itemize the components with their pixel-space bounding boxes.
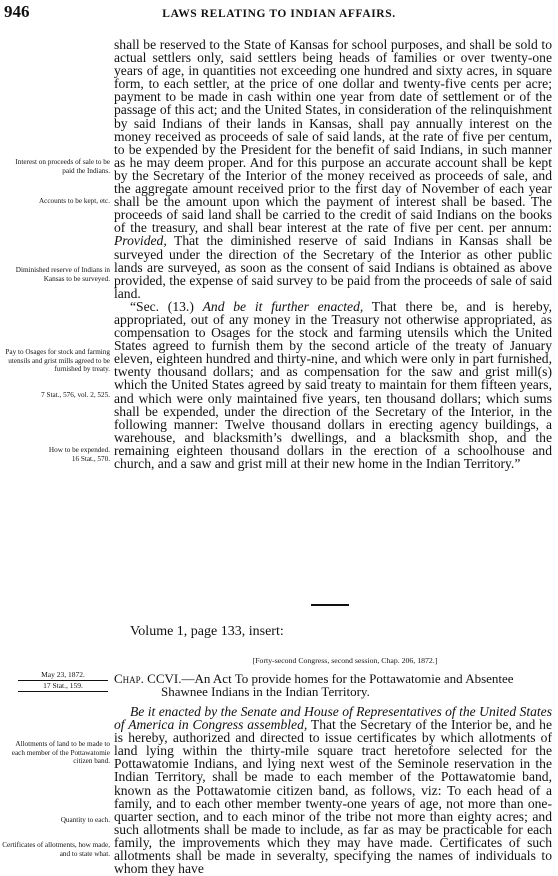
section-number: “Sec. (13.)	[130, 298, 194, 314]
chapter-title-line-2: Shawnee Indians in the Indian Territory.	[161, 684, 370, 699]
margin-note-interest: Interest on proceeds of sale to be paid the Indians.	[15, 158, 110, 175]
margin-date: May 23, 1872.	[18, 670, 108, 681]
page-header	[0, 0, 558, 30]
margin-note-expended: How to be expended.	[48, 446, 110, 454]
section-divider	[311, 604, 349, 606]
margin-date-ref: 17 Stat., 159.	[18, 681, 108, 692]
margin-note-osages-ref: 7 Stat., 576, vol. 2, 525.	[41, 391, 110, 399]
margin-note-accounts: Accounts to be kept, etc.	[38, 197, 110, 205]
enacting-clause: Be it enacted by the Senate and House of Representatives of the United States of America in Congress assembled,	[114, 704, 552, 733]
running-title: LAWS RELATING TO INDIAN AFFAIRS.	[162, 8, 396, 20]
chapter-heading	[114, 672, 552, 698]
paragraph-1-tail: That the diminished reserve of said Indians in Kansas shall be surveyed under the direction of the Secretary of the Interior as other public lands are surveyed, as soon as the consent of said Indians is obtained as above provided, the expense of said survey to be paid from the proceeds of sale of said land.	[114, 233, 552, 301]
date-block	[8, 670, 108, 692]
volume-line: Volume 1, page 133, insert:	[130, 624, 284, 639]
chapter-body	[114, 705, 552, 875]
main-text-block	[114, 38, 552, 470]
margin-note-certificates: Certificates of allotments, how made, and to state what.	[2, 841, 110, 858]
chapter-text: That the Secretary of the Interior be, and he is hereby, authorized and directed to issue certificates by which allotments of land lying within the thirty-mile square tract heretofore selected for the Pottawatomie Indians, and lying next west of the Seminole reservation in the Indian Territory, shall be made to each member of the Pottawatomie band, known as the Pottawatomie citizen band, as follows, viz: To each head of a family, and to each other member twenty-one years of age, not more than one-quarter section, and to each minor of the tribe not more than eighty acres; and such allotments shall be made to include, as far as may be practicable for each family, the improvements which they may have made. Certificates of such allotments shall be made in severalty, specifying the names of individuals to whom they have	[114, 717, 553, 876]
margin-note-osages: Pay to Osages for stock and farming utensils and grist mills agreed to be furnished by treaty.	[5, 348, 110, 373]
margin-note-allotments: Allotments of land to be made to each member of the Pottawatomie citizen band.	[11, 740, 110, 765]
paragraph-1: shall be reserved to the State of Kansas for school purposes, and shall be sold to actual settlers only, said settlers being heads of families or over twenty-one years of age, in quantities not exceeding one hundred and sixty acres, in square form, to each settler, at the price of one dollar and twenty-five cents per acre; payment to be made in cash within one year from date of settlement or of the passage of this act; and the United States, in consideration of the relinquishment by said Indians of their lands in Kansas, shall pay annually interest on the money received as proceeds of sale of said lands, at the rate of five per centum, to be expended by the President for the benefit of said Indians, in such manner as he may deem proper. And for this purpose an accurate account shall be kept by the Secretary of the Interior of the money received as proceeds of sale, and the aggregate amount received prior to the first day of November of each year shall be the amount upon which the payment of interest shall be based. The proceeds of said land shall be carried to the credit of said Indians on the books of the treasury, and shall bear interest at the rate of five per cent. per annum:	[114, 37, 552, 236]
chapter-title: —An Act To provide homes for the Pottawatomie and Absentee	[181, 671, 514, 686]
provided-keyword: Provided,	[114, 233, 167, 249]
margin-note-diminished: Diminished reserve of Indians in Kansas to be surveyed.	[15, 266, 110, 283]
section-text: That there be, and is hereby, appropriated, out of any money in the Treasury not otherwise appropriated, as compensation to Osages for the stock and farming utensils which the United States agreed to furnish them by the second article of the treaty of January eleven, eighteen hundred and thirty-nine, and which were only in part furnished, twenty thousand dollars; and as compensation for the saw and grist mill(s) which the United States agreed by said treaty to maintain for them fifteen years, and which were only maintained five years, ten thousand dollars; which sums shall be expended, under the direction of the Secretary of the Interior, in the following manner: Twelve thousand dollars in erecting agency buildings, a warehouse, and blacksmith’s dwellings, and a blacksmith shop, and the remaining eighteen thousand dollars in the erection of a schoolhouse and church, and a saw and grist mill at their new home in the Indian Territory.”	[114, 298, 553, 471]
margin-note-expended-ref: 16 Stat., 570.	[71, 455, 110, 463]
chapter-number: Chap. CCVI.	[114, 671, 182, 686]
margin-note-quantity: Quantity to each.	[60, 816, 110, 824]
enacted-clause: And be it further enacted,	[202, 298, 364, 314]
session-line: [Forty-second Congress, second session, Chap. 206, 1872.]	[252, 656, 438, 665]
page-number: 946	[4, 2, 30, 21]
